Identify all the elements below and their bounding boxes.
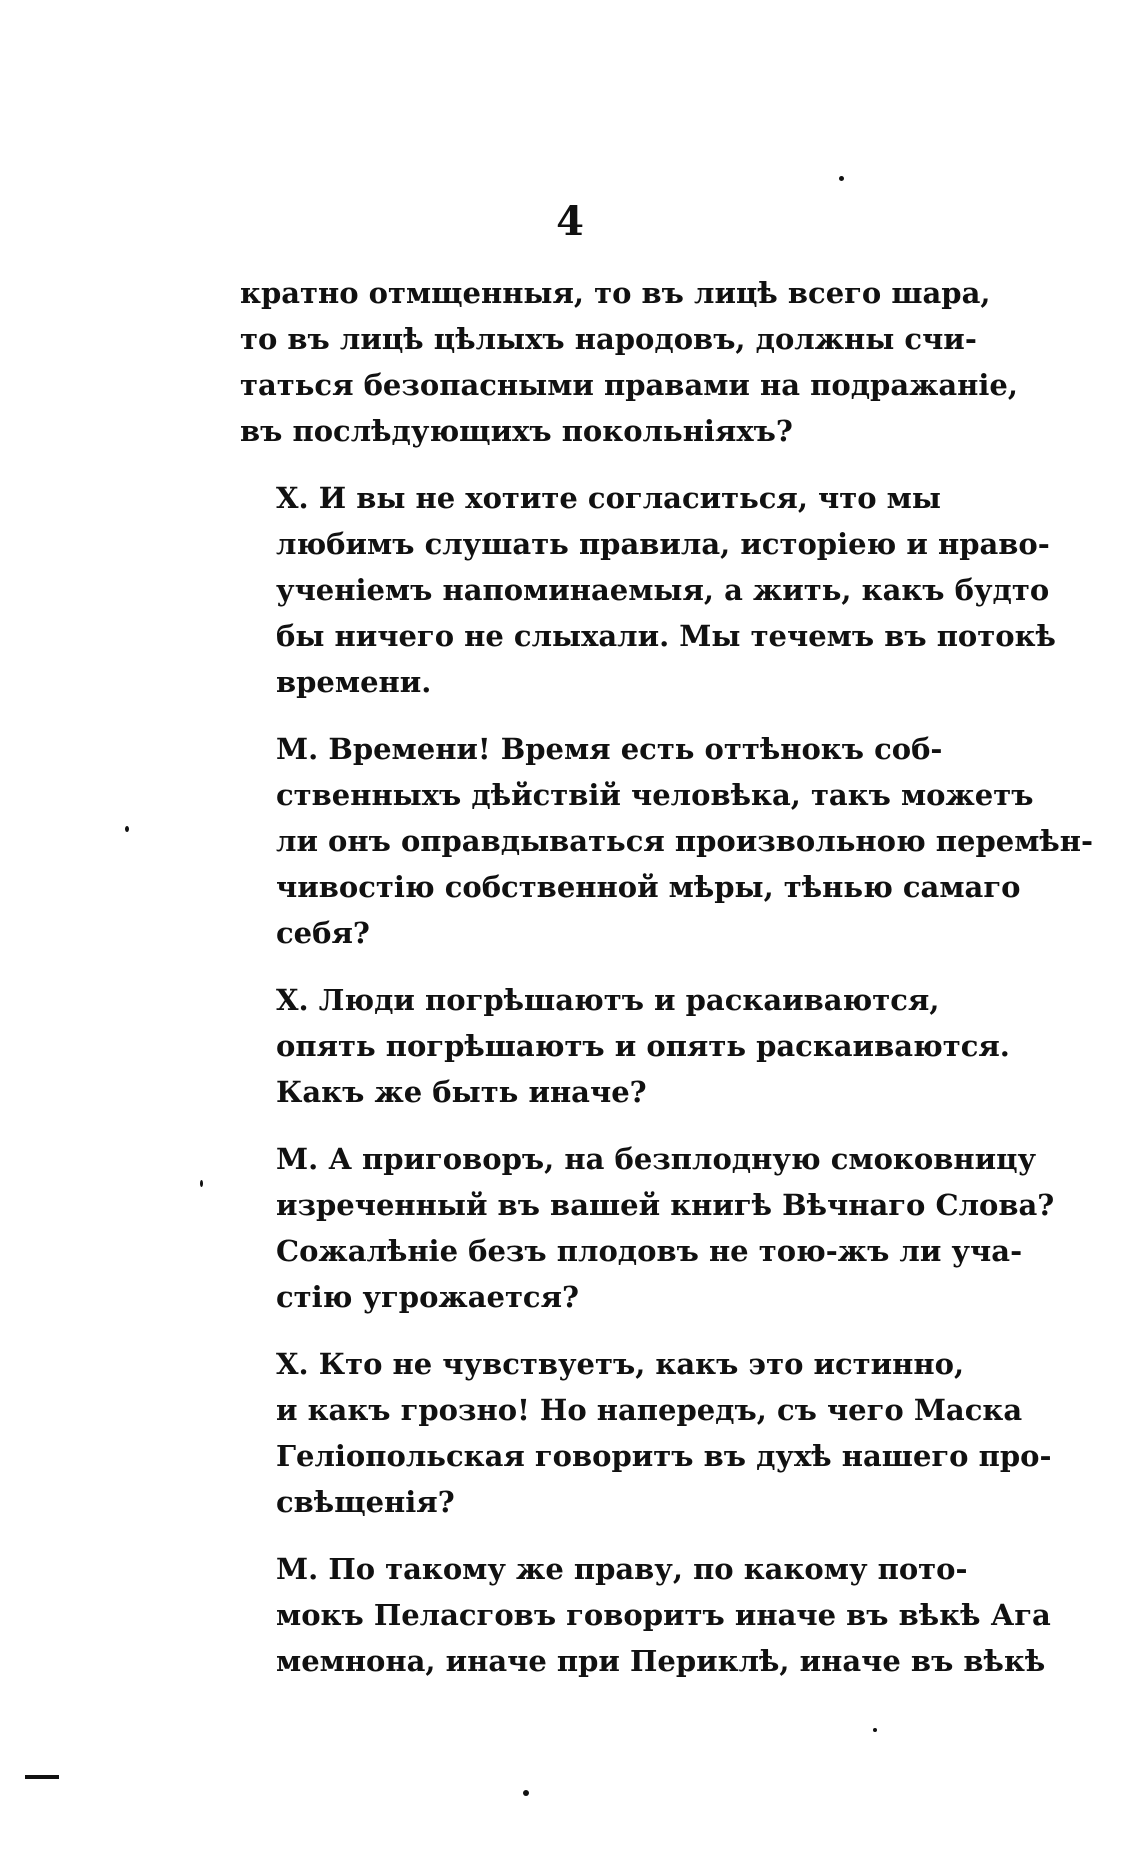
text-line	[240, 1136, 1037, 1182]
body-text	[240, 270, 1094, 1705]
paragraph	[240, 1341, 1052, 1525]
ink-speck	[125, 826, 129, 832]
text-line: времени.	[276, 665, 432, 699]
text-line: ственныхъ дѣйствій человѣка, такъ можетъ	[276, 778, 1034, 812]
line-text: Кто не чувствуетъ, какъ это истинно,	[318, 1347, 965, 1381]
text-line: ученіемъ напоминаемыя, а жить, какъ будто	[276, 573, 1050, 607]
text-line: таться безопасными правами на подражаніе,	[240, 368, 1018, 402]
line-text: Времени! Время есть оттѣнокъ соб-	[328, 732, 943, 766]
text-line: Какъ же быть иначе?	[276, 1075, 647, 1109]
text-line	[240, 475, 1016, 521]
text-line: опять погрѣшаютъ и опять раскаиваются.	[276, 1029, 1010, 1063]
text-line	[240, 977, 1016, 1023]
text-line: изреченный въ вашей книгѣ Вѣчнаго Слова?	[276, 1188, 1055, 1222]
text-line: мокъ Пеласговъ говоритъ иначе въ вѣкѣ Ага	[276, 1598, 1051, 1632]
text-line: мемнона, иначе при Периклѣ, иначе въ вѣкѣ	[276, 1644, 1046, 1678]
text-line: себя?	[276, 916, 370, 950]
text-line	[240, 1546, 1016, 1592]
text-line	[240, 726, 1016, 772]
text-line: чивостію собственной мѣры, тѣнью самаго	[276, 870, 1021, 904]
line-text: И вы не хотите согласиться, что мы	[318, 481, 941, 515]
ink-speck	[873, 1728, 877, 1732]
speaker-label: Х.	[276, 1347, 309, 1381]
speaker-label: М.	[276, 732, 319, 766]
text-line: и какъ грозно! Но напередъ, съ чего Маска	[276, 1393, 1023, 1427]
ink-dash	[25, 1775, 59, 1779]
text-line: стію угрожается?	[276, 1280, 579, 1314]
paragraph	[240, 1546, 1051, 1684]
ink-speck	[839, 176, 844, 181]
text-line: бы ничего не слыхали. Мы течемъ въ потокѣ	[276, 619, 1056, 653]
text-line: любимъ слушать правила, исторіею и нраво-	[276, 527, 1050, 561]
line-text: Люди погрѣшаютъ и раскаиваются,	[318, 983, 940, 1017]
paragraph	[240, 270, 1016, 454]
page-number: 4	[556, 198, 584, 245]
text-line	[240, 1341, 1016, 1387]
paragraph	[240, 726, 1094, 956]
speaker-label: Х.	[276, 481, 309, 515]
line-text: По такому же праву, по какому пото-	[328, 1552, 968, 1586]
ink-speck	[200, 1180, 203, 1187]
text-line: кратно отмщенныя, то въ лицѣ всего шара,	[240, 276, 991, 310]
paragraph	[240, 475, 1056, 705]
speaker-label: М.	[276, 1552, 319, 1586]
text-line: Сожалѣніе безъ плодовъ не тою-жъ ли уча-	[276, 1234, 1023, 1268]
speaker-label: М.	[276, 1142, 319, 1176]
text-line: ли онъ оправдываться произвольною перемѣн-	[276, 824, 1094, 858]
text-line: въ послѣдующихъ покольніяхъ?	[240, 414, 793, 448]
speaker-label: Х.	[276, 983, 309, 1017]
text-line: то въ лицѣ цѣлыхъ народовъ, должны счи-	[240, 322, 977, 356]
line-text: А приговоръ, на безплодную смоковницу	[328, 1142, 1037, 1176]
text-line: Геліопольская говоритъ въ духѣ нашего про-	[276, 1439, 1052, 1473]
paragraph	[240, 977, 1016, 1115]
ink-speck	[523, 1790, 529, 1796]
text-line: свѣщенія?	[276, 1485, 455, 1519]
paragraph	[240, 1136, 1055, 1320]
